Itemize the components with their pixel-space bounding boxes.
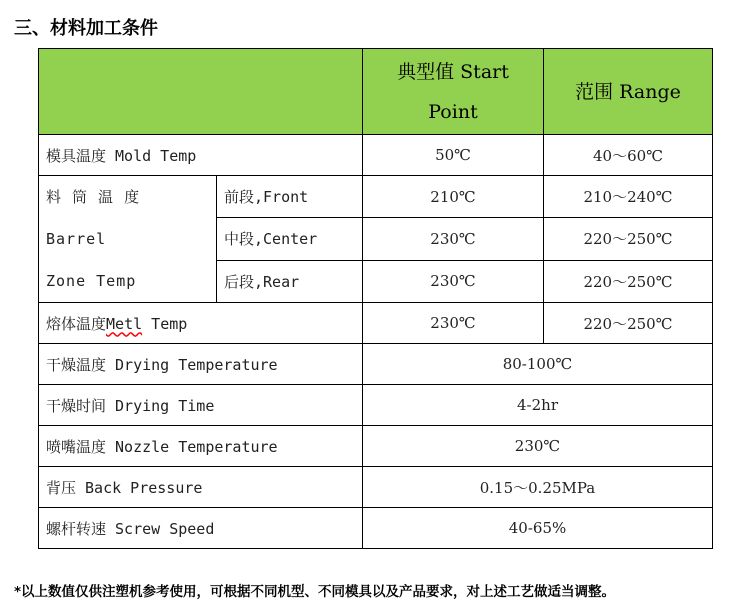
melt-temp-label-misspelled: Metl — [106, 314, 143, 333]
header-start-point-line1: 典型值 Start — [397, 60, 509, 83]
screw-speed-label: 螺杆转速 Screw Speed — [39, 508, 363, 549]
drying-temp-label: 干燥温度 Drying Temperature — [39, 344, 363, 385]
table-row — [39, 344, 713, 385]
melt-temp-range: 220～250℃ — [544, 303, 713, 344]
nozzle-temp-label: 喷嘴温度 Nozzle Temperature — [39, 426, 363, 467]
melt-temp-label-cn: 熔体温度 — [46, 314, 107, 333]
table-row — [39, 303, 713, 344]
barrel-zone-label — [39, 176, 217, 303]
barrel-zone-label-line1: 料 筒 温 度 Barrel — [46, 188, 141, 248]
table-row — [39, 135, 713, 176]
barrel-center-range: 220～250℃ — [544, 218, 713, 260]
melt-temp-label — [39, 303, 363, 344]
barrel-rear-start: 230℃ — [363, 260, 544, 302]
back-pressure-label: 背压 Back Pressure — [39, 467, 363, 508]
footnote: *以上数值仅供注塑机参考使用，可根据不同机型、不同模具以及产品要求，对上述工艺做适当调整。 — [14, 584, 616, 600]
melt-temp-label-rest: Temp — [142, 314, 188, 333]
table-row — [39, 426, 713, 467]
table-row — [39, 467, 713, 508]
drying-time-label: 干燥时间 Drying Time — [39, 385, 363, 426]
header-range: 范围 Range — [544, 49, 713, 135]
screw-speed-value: 40-65% — [363, 508, 713, 549]
mold-temp-range: 40～60℃ — [544, 135, 713, 176]
table-row — [39, 508, 713, 549]
barrel-front-start: 210℃ — [363, 176, 544, 218]
nozzle-temp-value: 230℃ — [363, 426, 713, 467]
drying-time-value: 4-2hr — [363, 385, 713, 426]
barrel-center-label: 中段,Center — [217, 218, 363, 260]
mold-temp-label: 模具温度 Mold Temp — [39, 135, 363, 176]
barrel-front-range: 210～240℃ — [544, 176, 713, 218]
table-row — [39, 176, 713, 218]
header-empty-cell — [39, 49, 363, 135]
mold-temp-start: 50℃ — [363, 135, 544, 176]
barrel-center-start: 230℃ — [363, 218, 544, 260]
section-title: 三、材料加工条件 — [14, 18, 158, 39]
barrel-rear-label: 后段,Rear — [217, 260, 363, 302]
drying-temp-value: 80-100℃ — [363, 344, 713, 385]
processing-conditions-table — [38, 48, 713, 549]
melt-temp-start: 230℃ — [363, 303, 544, 344]
barrel-zone-label-line2: Zone Temp — [46, 272, 137, 290]
table-header-row — [39, 49, 713, 135]
barrel-rear-range: 220～250℃ — [544, 260, 713, 302]
barrel-front-label: 前段,Front — [217, 176, 363, 218]
header-start-point-line2: Point — [428, 100, 478, 123]
header-start-point — [363, 49, 544, 135]
back-pressure-value: 0.15～0.25MPa — [363, 467, 713, 508]
table-row — [39, 385, 713, 426]
